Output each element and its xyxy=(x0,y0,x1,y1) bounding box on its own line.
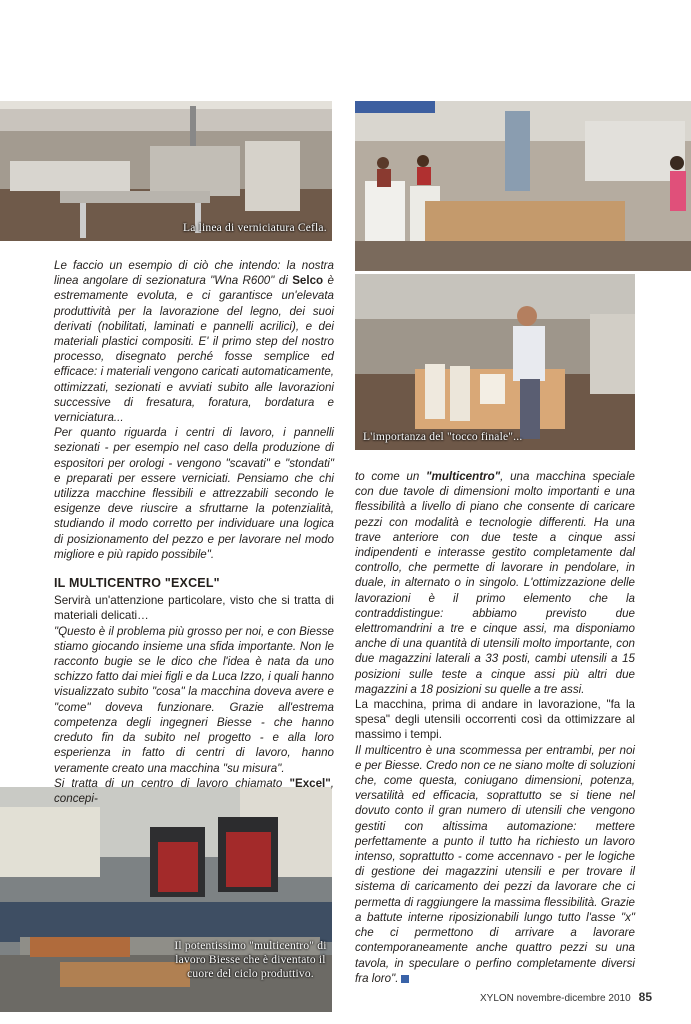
left-paragraph-3: Servirà un'attenzione particolare, visto che si tratta di materiali delicati… xyxy=(54,594,334,623)
para1-text-a: Le faccio un esempio di ciò che intendo: la nostra linea angolare di sezionatura "Wna R600" di xyxy=(54,259,334,288)
multicentro-caption: Il potentissimo "multicentro" di lavoro Biesse che è diventato il cuore del ciclo produttivo. xyxy=(174,940,327,980)
multicentro-photo xyxy=(0,787,332,1012)
right-para3-text: Il multicentro è una scommessa per entrambi, per noi e per Biesse. Credo non ce ne siano molte di soluzioni che, come questa, coniugano dimensioni, potenza, versatilità ed efficacia, soprattutto se si tiene nel dovuto conto il gran numero di utensili che vengono gestiti con altissima automazione: mettere perfettamente a punto il tutto ha richiesto un lavoro intenso, soprattutto - come accennavo - per le logiche di gestione dei magazzini utensili e per trovare il sistema di caricamento dei pezzi da lavorare che ci permetta di raggiungere la massima flessibilità. Grazie a battute interne riposizionabili lungo tutto l'asse "x" che ci permettono di arrivare a lavorare contemporaneamente anche quattro pezzi su una tavola, in speculare o perfino completamente diversi fra loro". xyxy=(355,743,635,985)
right-para1-text-b: , una macchina speciale con due tavole di dimensioni molto importanti e una flessibilità a livello di piano che consente di caricare pezzi con modalità e tecnologie differenti. Ha una trave anteriore con due teste a cinque assi indipendenti e interasse gestito completamente dal controllo, che permette di lavorare in pendolare, in duale, in alternato o in singolo. L'ottimizzazione delle lavorazioni è il primo elemento che la contraddistingue: abbiamo previsto due elettromandrini a tre e cinque assi, ma disponiamo anche di una quantità di utensili molto importante, con due magazzini laterali a 33 posti, cambi utensili a 15 posizioni sulle teste a cinque assi più altri due magazzini a 18 posizioni su quelle a tre assi. xyxy=(355,470,635,696)
para1-brand: Selco xyxy=(292,274,324,288)
left-paragraph-2: Per quanto riguarda i centri di lavoro, i pannelli sezionati - per esempio nel caso della produzione di espositori per orologi - vengono "scavati" e "stondati" e preparati per essere verniciati. Pensiamo che chi utilizza macchine flessibili e attrezzabili secondo le esigenze deve riuscire a sfruttarne la potenzialità, studiando il modo corretto per individuare una logica di posizionamento del pezzo e per lavorare nel modo migliore e più rapido possibile". xyxy=(54,426,334,561)
workers-photo xyxy=(355,101,691,271)
para5-text-a: Si tratta di un centro di lavoro chiamato xyxy=(54,776,290,790)
left-paragraph-1 xyxy=(54,258,334,425)
painting-line-photo xyxy=(0,101,332,241)
right-paragraph-3 xyxy=(355,743,635,986)
magazine-issue: XYLON novembre-dicembre 2010 xyxy=(480,993,631,1004)
article-end-square-icon xyxy=(401,975,409,983)
right-text-column xyxy=(355,469,635,986)
page-number: 85 xyxy=(638,990,652,1004)
right-para1-brand: "multicentro" xyxy=(426,470,501,483)
para1-text-b: è estremamente evoluta, e ci garantisce un'elevata produttività per la lavorazione del legno, dei suoi derivati (nobilitati, laminati e pannelli acrilici), e dei materiali plastici compositi. E' il primo step del nostro processo, disegnato perché fosse semplice ed efficace: i materiali vengono caricati automaticamente, ottimizzati, sezionati e avviati subito alle lavorazioni successive di fresatura, foratura, bordatura e verniciatura... xyxy=(54,274,334,425)
right-paragraph-1 xyxy=(355,469,635,697)
left-text-column xyxy=(54,258,334,806)
painting-line-illustration xyxy=(0,101,332,241)
para5-brand: "Excel" xyxy=(289,776,331,790)
section-heading: IL MULTICENTRO "EXCEL" xyxy=(54,576,220,591)
right-paragraph-2: La macchina, prima di andare in lavorazione, "fa la spesa" degli utensili occorrenti così da ottimizzare al massimo i tempi. xyxy=(355,698,635,742)
right-para1-text-a: to come un xyxy=(355,470,427,483)
page-footer xyxy=(480,990,652,1004)
workers-illustration xyxy=(355,101,691,271)
finishing-touch-illustration xyxy=(355,274,635,450)
para5-text-b: , concepi- xyxy=(54,776,334,805)
left-paragraph-4: "Questo è il problema più grosso per noi, e con Biesse stiamo giocando insieme una sfida importante. Non le racconto bugie se le dico che l'idea è nata da uno schizzo fatto dai miei figli e da Luca Izzo, i quali hanno visualizzato subito "cosa" la macchina doveva avere e "come" doveva funzionare. Grazie all'estrema competenza degli ingegneri Biesse - che hanno creduto fin da subito nel progetto - e alla loro esperienza in fatto di centri di lavoro, hanno veramente creato una macchina "su misura". xyxy=(54,624,334,775)
left-paragraph-5 xyxy=(54,776,334,806)
painting-line-caption: La linea di verniciatura Cefla. xyxy=(183,222,327,234)
finishing-touch-photo xyxy=(355,274,635,450)
finishing-touch-caption: L'importanza del "tocco finale"... xyxy=(363,431,523,443)
